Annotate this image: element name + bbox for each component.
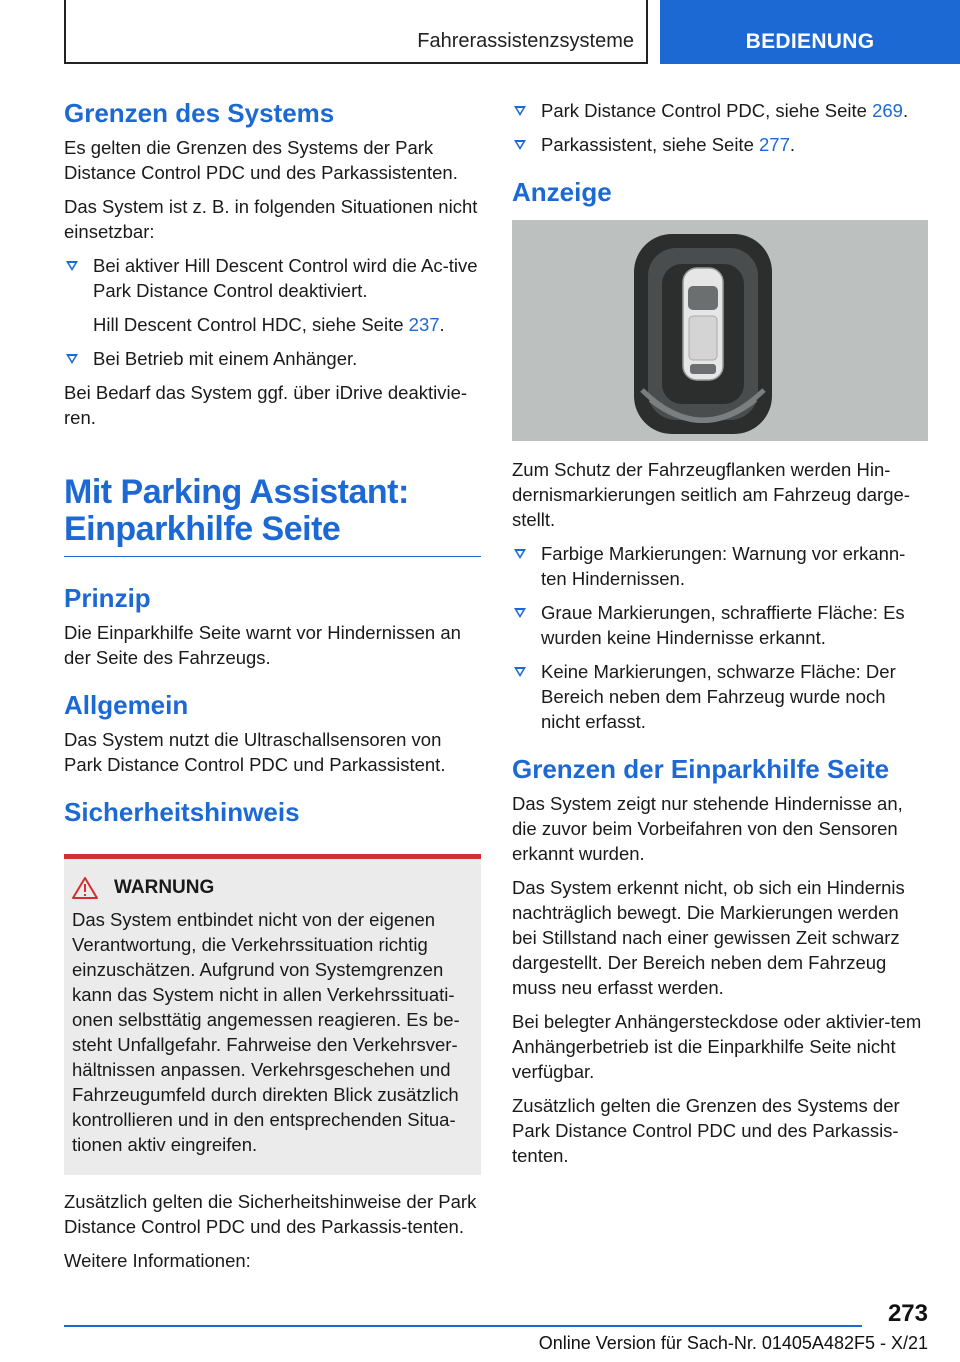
header-section-box	[64, 0, 648, 64]
paragraph: Bei Bedarf das System ggf. über iDrive deaktivie‐ren.	[64, 382, 468, 429]
warning-text: Das System entbindet nicht von der eigenen Verantwortung, die Verkehrssituation richtig einzuschätzen. Aufgrund von Systemgrenzen kann das System nicht in allen Verkehrssituati‐onen selbsttätig angemessen reagieren. Es be‐steht Unfallgefahr. Fahrweise den Verkehrsver‐hältnissen anpassen. Verkehrsgeschehen und Fahrzeugumfeld durch direkten Blick zusätzlich kontrollieren und in den entsprechenden Situa‐tionen aktiv eingreifen.	[72, 909, 460, 1156]
triangle-bullet-icon	[514, 608, 526, 618]
heading-prinzip: Prinzip	[64, 582, 151, 613]
triangle-bullet-icon	[66, 261, 78, 271]
online-version-note: Online Version für Sach-Nr. 01405A482F5 - X/21	[538, 1333, 928, 1353]
paragraph: Bei belegter Anhängersteckdose oder aktivier‐tem Anhängerbetrieb ist die Einparkhilfe Seite nicht verfügbar.	[512, 1011, 922, 1083]
page-link-237[interactable]: 237	[408, 314, 440, 336]
paragraph: Es gelten die Grenzen des Systems der Park Distance Control PDC und des Parkassistenten.	[64, 137, 458, 184]
paragraph: Die Einparkhilfe Seite warnt vor Hindernissen an der Seite des Fahrzeugs.	[64, 621, 461, 668]
paragraph: Zum Schutz der Fahrzeugflanken werden Hin‐dernismarkierungen seitlich am Fahrzeug darge‐stellt.	[512, 459, 910, 531]
list-item: Keine Markierungen, schwarze Fläche: Der Bereich neben dem Fahrzeug wurde noch nicht erfasst.	[512, 659, 928, 734]
right-column	[512, 98, 928, 1177]
triangle-bullet-icon	[514, 106, 526, 116]
warning-triangle-icon	[72, 877, 98, 899]
heading-einparkhilfe-seite: Mit Parking Assistant: Einparkhilfe Seite	[64, 474, 481, 556]
paragraph: Das System nutzt die Ultraschallsensoren von Park Distance Control PDC und Parkassistent.	[64, 729, 446, 775]
triangle-bullet-icon	[66, 354, 78, 364]
heading-grenzen-des-systems: Grenzen des Systems	[64, 98, 335, 128]
header-tab-label: BEDIENUNG	[745, 30, 875, 53]
header-tab-bedienung[interactable]	[660, 0, 960, 64]
left-column	[64, 98, 481, 1282]
list-item: Farbige Markierungen: Warnung vor erkann‐ten Hindernissen.	[512, 541, 928, 591]
heading-grenzen-der-einparkhilfe-seite: Grenzen der Einparkhilfe Seite	[512, 754, 890, 785]
paragraph: Das System erkennt nicht, ob sich ein Hindernis nachträglich bewegt. Die Markierungen werden bei Stillstand nach einer gewissen Zeit schwarz dargestellt. Der Bereich neben dem Fahrzeug muss neu erfasst werden.	[512, 877, 905, 999]
list-item-subline: Hill Descent Control HDC, siehe Seite 237.	[93, 314, 445, 336]
page-link-277[interactable]: 277	[759, 134, 790, 155]
warning-header	[72, 877, 473, 899]
paragraph: Zusätzlich gelten die Grenzen des Systems der Park Distance Control PDC und des Parkassis‐tenten.	[512, 1095, 900, 1167]
parking-display-figure	[512, 220, 928, 441]
list-item: Graue Markierungen, schraffierte Fläche: Es wurden keine Hindernisse erkannt.	[512, 600, 928, 650]
triangle-bullet-icon	[514, 667, 526, 677]
triangle-bullet-icon	[514, 140, 526, 150]
triangle-bullet-icon	[514, 549, 526, 559]
paragraph: Das System ist z. B. in folgenden Situationen nicht einsetzbar:	[64, 196, 478, 243]
heading-anzeige: Anzeige	[512, 177, 612, 207]
list-item: Parkassistent, siehe Seite 277.	[512, 132, 928, 157]
list-item: Bei aktiver Hill Descent Control wird die Ac‐tive Park Distance Control deaktiviert.	[64, 253, 481, 303]
paragraph: Das System zeigt nur stehende Hindernisse an, die zuvor beim Vorbeifahren von den Sensoren erkannt wurden.	[512, 793, 903, 865]
footer-divider	[64, 1325, 862, 1327]
warning-box	[64, 854, 481, 1175]
paragraph: Weitere Informationen:	[64, 1250, 251, 1272]
heading-sicherheitshinweis: Sicherheitshinweis	[64, 797, 300, 827]
list-item: Bei Betrieb mit einem Anhänger.	[64, 346, 481, 371]
page-number: 273	[887, 1300, 928, 1327]
car-top-view-illustration	[512, 220, 928, 441]
page-link-269[interactable]: 269	[872, 100, 903, 121]
heading-allgemein: Allgemein	[64, 689, 189, 720]
list-item: Park Distance Control PDC, siehe Seite 269.	[512, 98, 928, 123]
header-section-title: Fahrerassistenzsysteme	[417, 30, 634, 52]
paragraph: Zusätzlich gelten die Sicherheitshinweise der Park Distance Control PDC und des Parkassis‐tenten.	[64, 1191, 477, 1238]
warning-title: WARNUNG	[114, 877, 215, 899]
